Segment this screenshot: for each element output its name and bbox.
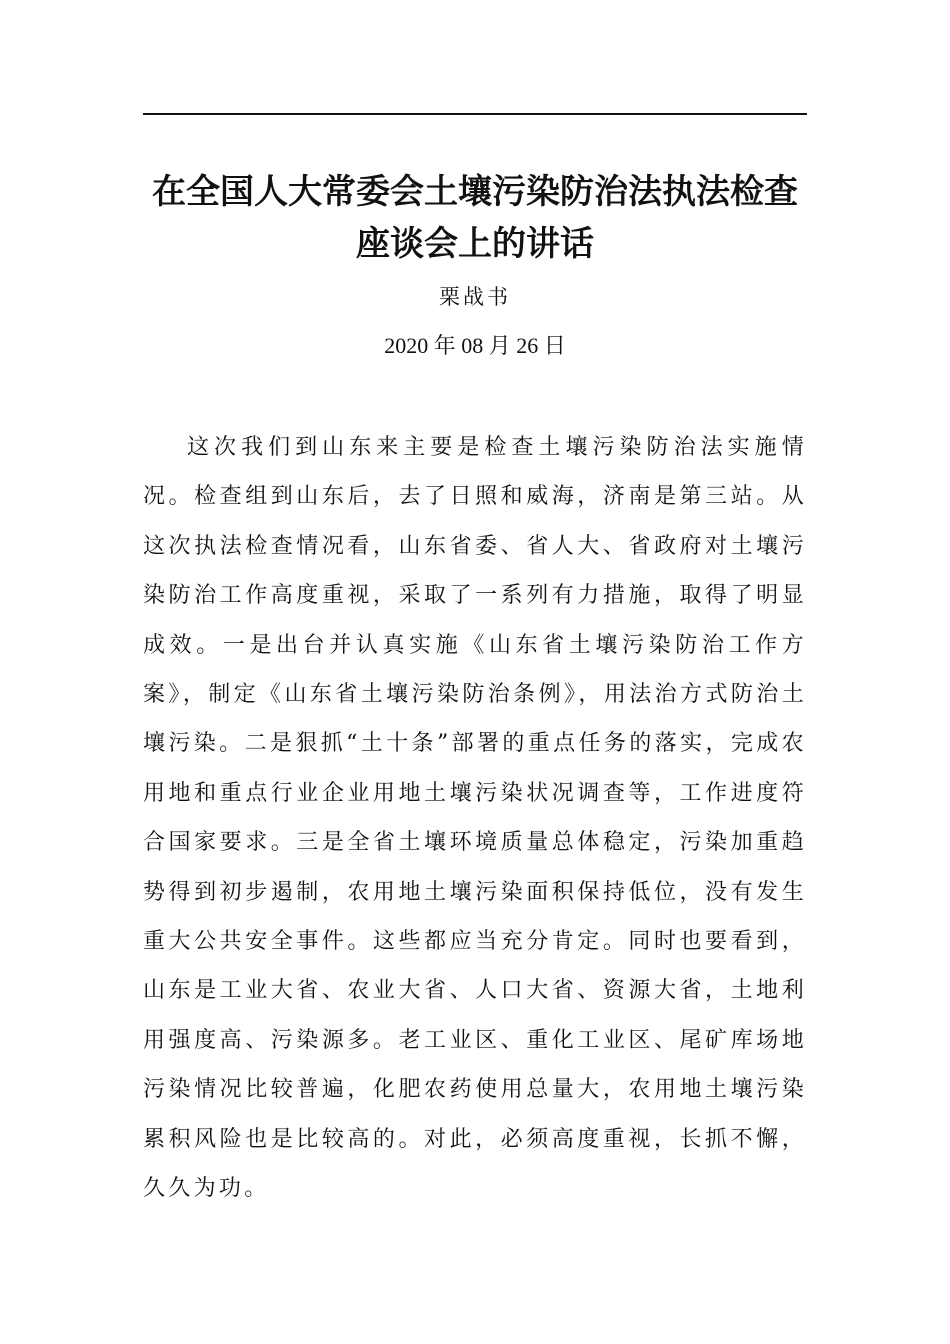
header-rule [143,113,807,115]
document-title: 在全国人大常委会土壤污染防治法执法检查座谈会上的讲话 [152,172,798,264]
author-name: 栗战书 [439,285,511,309]
publish-date: 2020 年 08 月 26 日 [384,333,566,358]
body-paragraph: 这次我们到山东来主要是检查土壤污染防治法实施情况。检查组到山东后，去了日照和威海，济南是第三站。从这次执法检查情况看，山东省委、省人大、省政府对土壤污染防治工作高度重视，采取了一系列有力措施，取得了明显成效。一是出台并认真实施《山东省土壤污染防治工作方案》，制定《山东省土壤污染防治条例》，用法治方式防治土壤污染。二是狠抓“土十条”部署的重点任务的落实，完成农用地和重点行业企业用地土壤污染状况调查等，工作进度符合国家要求。三是全省土壤环境质量总体稳定，污染加重趋势得到初步遏制，农用地土壤污染面积保持低位，没有发生重大公共安全事件。这些都应当充分肯定。同时也要看到，山东是工业大省、农业大省、人口大省、资源大省，土地利用强度高、污染源多。老工业区、重化工业区、尾矿库场地污染情况比较普遍，化肥农药使用总量大，农用地土壤污染累积风险也是比较高的。对此，必须高度重视，长抓不懈，久久为功。 [143,435,807,1202]
